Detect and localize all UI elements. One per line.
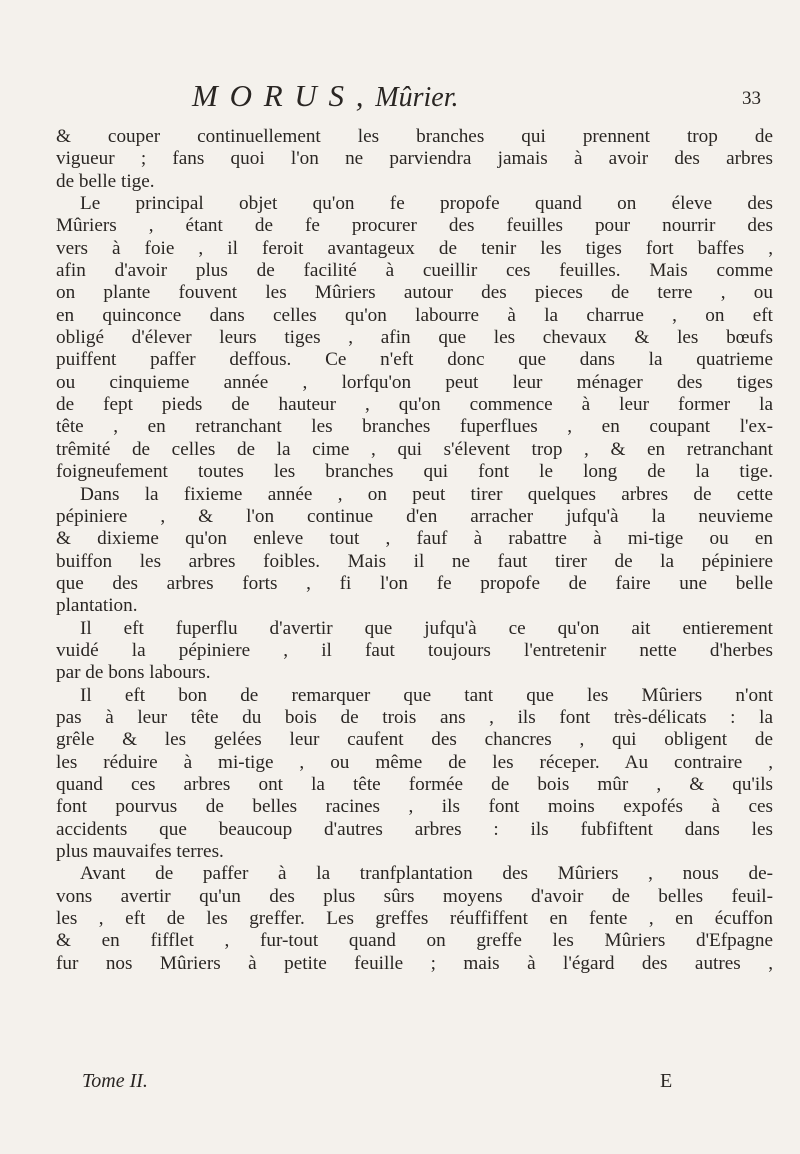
text-line: fur nos Mûriers à petite feuille ; mais à l'égard des autres , (56, 952, 773, 974)
text-line: vuidé la pépiniere , il faut toujours l'entretenir nette d'herbes (56, 639, 773, 661)
text-line: pas à leur tête du bois de trois ans , ils font très-délicats : la (56, 706, 773, 728)
text-line: les réduire à mi-tige , ou même de les réceper. Au contraire , (56, 751, 773, 773)
text-line: foigneufement toutes les branches qui font le long de la tige. (56, 461, 773, 483)
text-line: les , eft de les greffer. Les greffes réuffiffent en fente , en écuffon (56, 908, 773, 930)
text-line: tête , en retranchant les branches fuperflues , en coupant l'ex- (56, 416, 773, 438)
text-line: & couper continuellement les branches qui prennent trop de (56, 126, 773, 147)
text-line: Il eft bon de remarquer que tant que les Mûriers n'ont (80, 684, 773, 706)
text-line: ou cinquieme année , lorfqu'on peut leur ménager des tiges (56, 371, 773, 393)
running-title-sub: Mûrier. (375, 82, 459, 113)
text-line: afin d'avoir plus de facilité à cueillir ces feuilles. Mais comme (56, 260, 773, 282)
text-line: Le principal objet qu'on fe propofe quand on éleve des (80, 193, 773, 215)
text-line: Avant de paffer à la tranfplantation des Mûriers , nous de- (80, 863, 773, 885)
text-line: de fept pieds de hauteur , qu'on commence à leur former la (56, 394, 773, 416)
text-line: par de bons labours. (56, 662, 211, 684)
text-line: plantation. (56, 595, 138, 617)
text-line: buiffon les arbres foibles. Mais il ne faut tirer de la pépiniere (56, 550, 773, 572)
text-line: plus mauvaifes terres. (56, 841, 224, 862)
text-line: on plante fouvent les Mûriers autour des pieces de terre , ou (56, 282, 773, 304)
body-text (56, 126, 773, 975)
running-title-main: M O R U S , (192, 78, 366, 113)
text-line: Il eft fuperflu d'avertir que jufqu'à ce qu'on ait entierement (80, 617, 773, 639)
page-header (0, 78, 800, 118)
text-line: pépiniere , & l'on continue d'en arracher jufqu'à la neuvieme (56, 505, 773, 527)
text-line: puiffent paffer deffous. Ce n'eft donc que dans la quatrieme (56, 349, 773, 371)
text-line: obligé d'élever leurs tiges , afin que les chevaux & les bœufs (56, 327, 773, 349)
page-footer (0, 1070, 800, 1098)
text-line: que des arbres forts , fi l'on fe propofe de faire une belle (56, 572, 773, 594)
text-line: vers à foie , il feroit avantageux de tenir les tiges fort baffes , (56, 237, 773, 259)
text-line: & dixieme qu'on enleve tout , fauf à rabattre à mi-tige ou en (56, 528, 773, 550)
text-line: & en fifflet , fur-tout quand on greffe les Mûriers d'Efpagne (56, 930, 773, 952)
running-title (192, 78, 459, 114)
text-line: grêle & les gelées leur caufent des chancres , qui obligent de (56, 729, 773, 751)
text-line: de belle tige. (56, 170, 155, 192)
text-line: Mûriers , étant de fe procurer des feuilles pour nourrir des (56, 215, 773, 237)
text-line: Dans la fixieme année , on peut tirer quelques arbres de cette (80, 483, 773, 505)
text-line: quand ces arbres ont la tête formée de bois mûr , & qu'ils (56, 773, 773, 795)
text-line: vons avertir qu'un des plus sûrs moyens d'avoir de belles feuil- (56, 885, 773, 907)
page-number: 33 (742, 88, 761, 109)
signature-mark: E (660, 1070, 673, 1092)
text-line: vigueur ; fans quoi l'on ne parviendra jamais à avoir des arbres (56, 148, 773, 170)
text-line: accidents que beaucoup d'autres arbres : ils fubfiftent dans les (56, 818, 773, 840)
text-line: font pourvus de belles racines , ils font moins expofés à ces (56, 796, 773, 818)
text-line: trêmité de celles de la cime , qui s'élevent trop , & en retranchant (56, 438, 773, 460)
text-line: en quinconce dans celles qu'on labourre à la charrue , on eft (56, 304, 773, 326)
volume-label: Tome II. (82, 1070, 148, 1092)
